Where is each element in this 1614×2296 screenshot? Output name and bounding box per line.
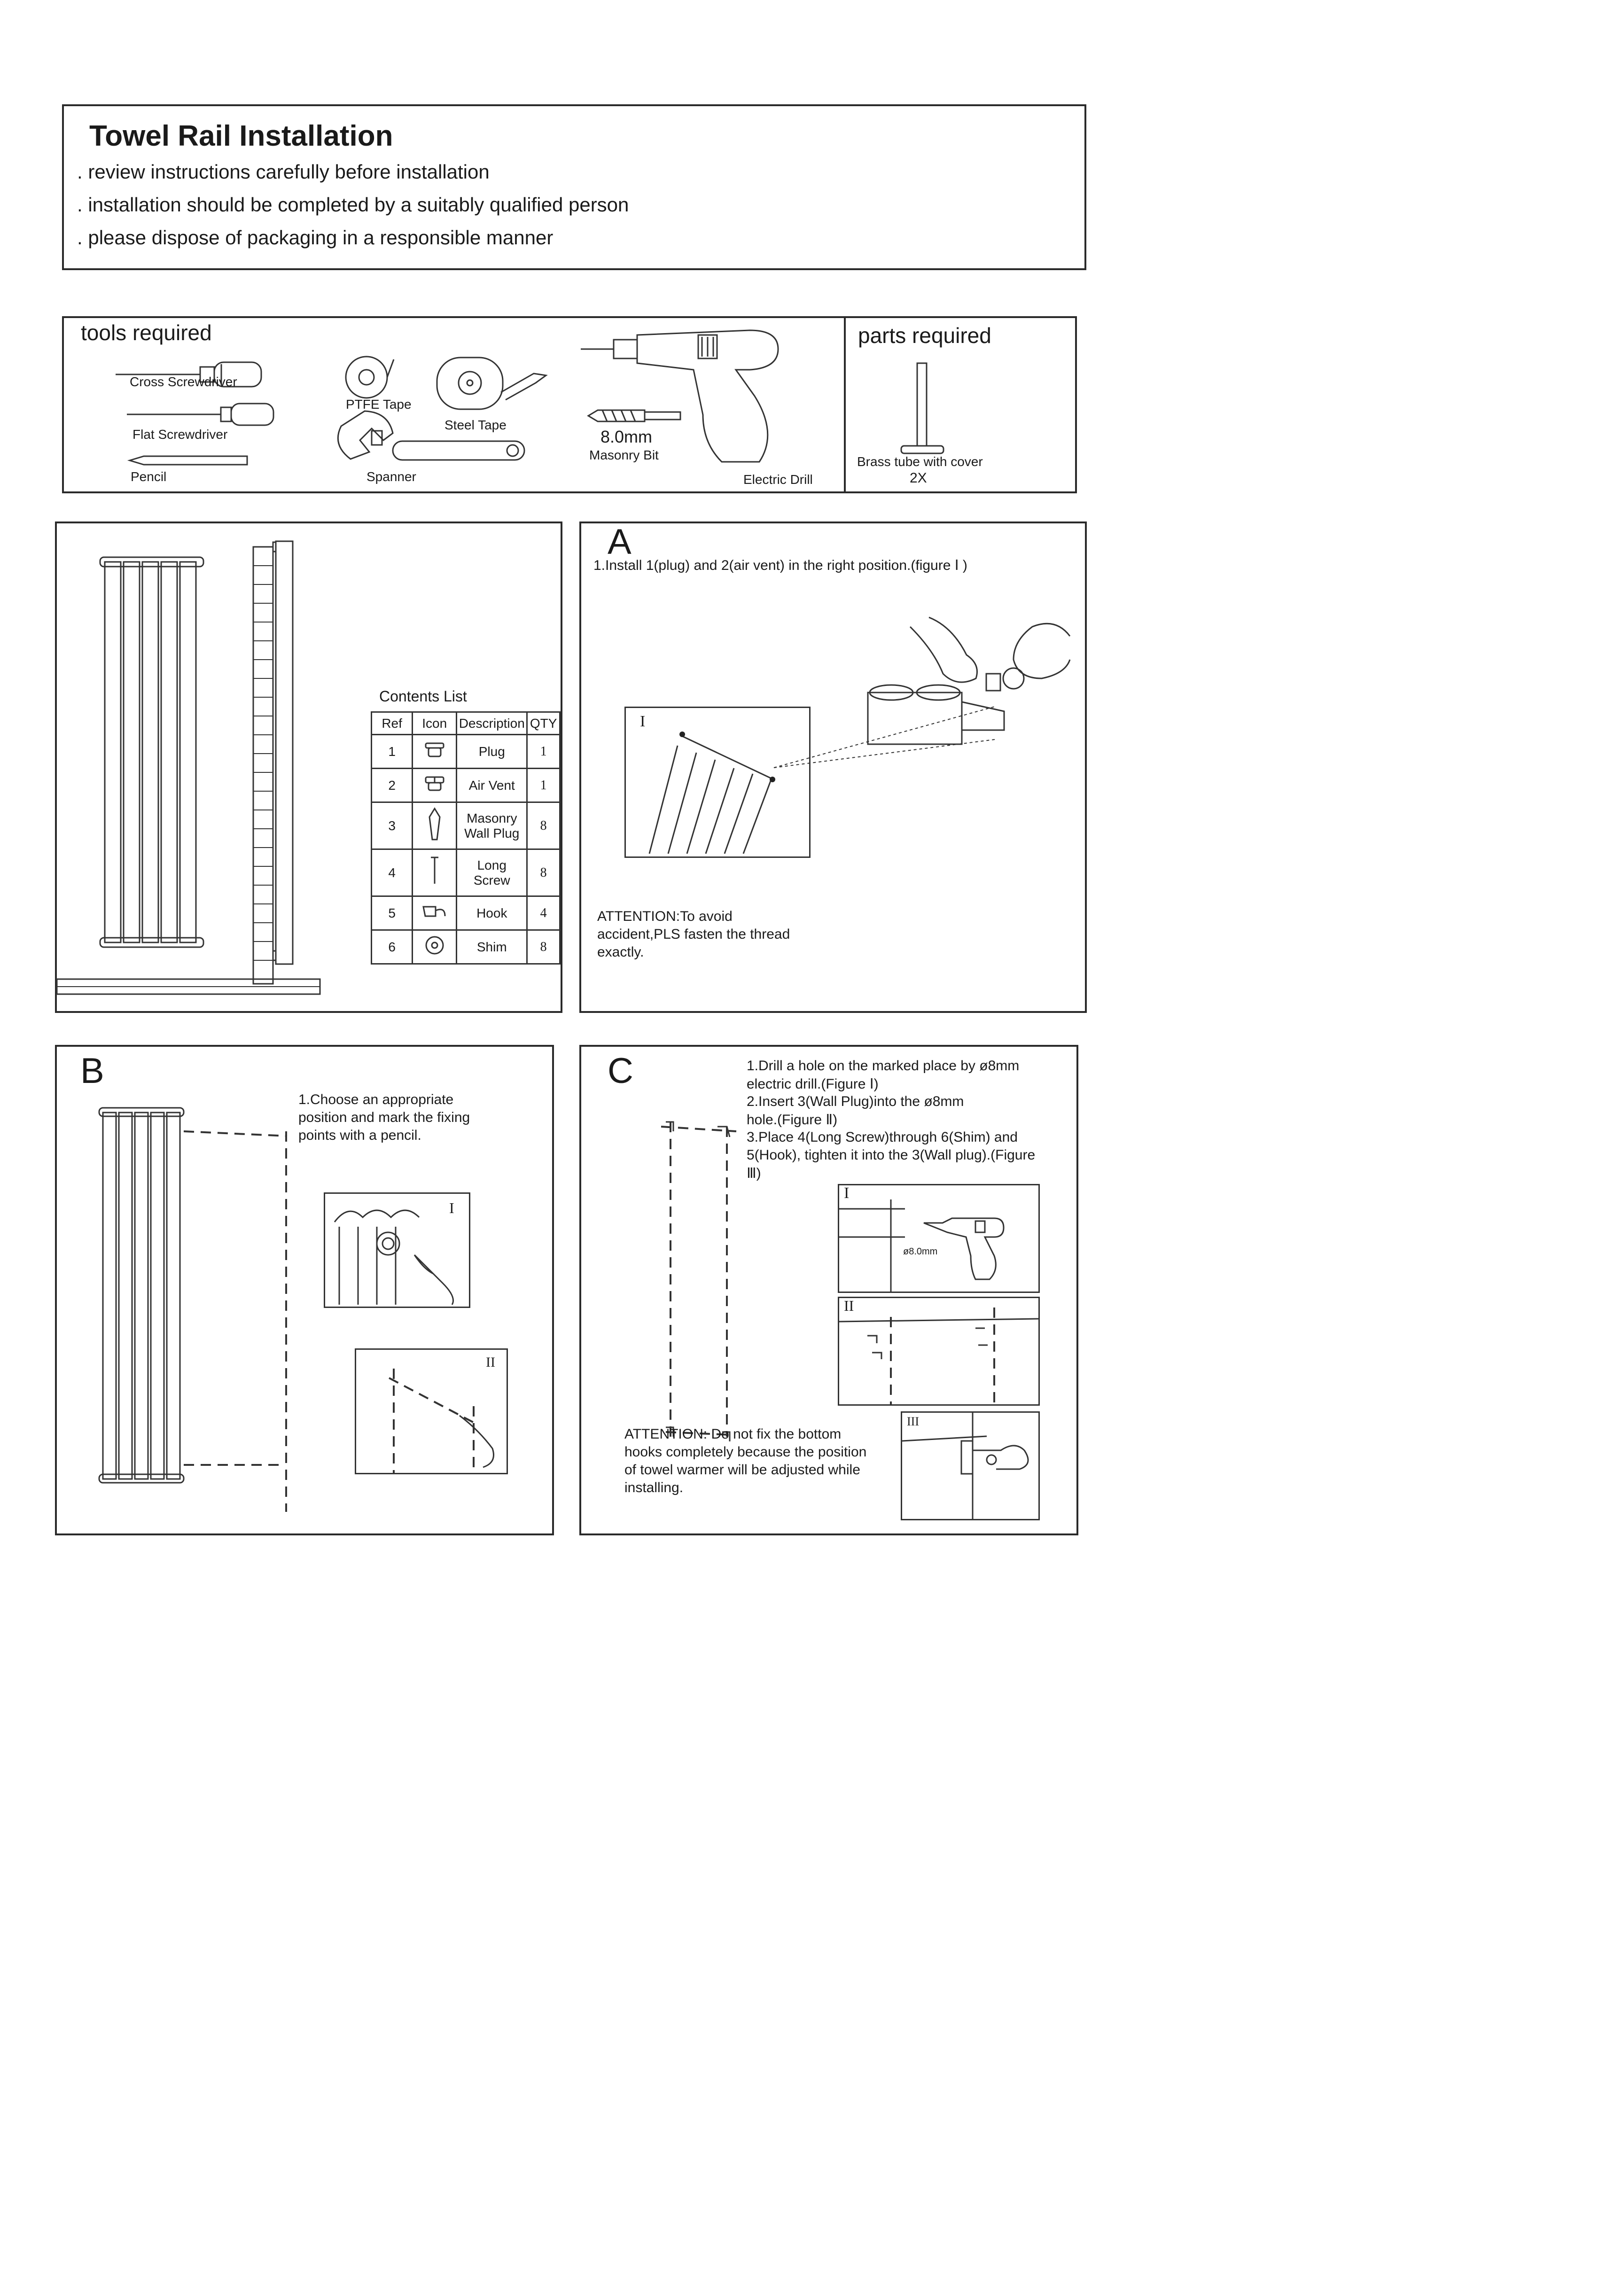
pencil-icon [130,453,252,467]
page-title: Towel Rail Installation [89,120,393,152]
row-qty: 1 [527,735,560,769]
step-c-instruction-4: hole.(Figure Ⅱ) [747,1112,838,1128]
row-qty: 8 [527,849,560,896]
bit-size-label: 8.0mm [600,427,653,446]
col-description: Description [457,712,527,735]
step-a-attention-1: ATTENTION:To avoid [597,909,733,924]
row-desc: Shim [457,930,527,964]
step-c-drill-size: ø8.0mm [903,1246,938,1257]
tools-box [62,316,846,493]
level-line-icon [356,1350,507,1473]
radiator-marking-icon [99,1108,296,1512]
wall-plug-insert-icon [839,1298,1038,1404]
step-c-attention-1: ATTENTION: Do not fix the bottom [624,1426,842,1442]
parts-item-label: Brass tube with cover [857,454,983,469]
steel-tape-icon [435,355,548,411]
step-b-figure-2 [355,1348,508,1474]
step-a-panel [579,521,1087,1013]
step-c-figure-1-label: I [844,1184,850,1202]
hook-tighten-icon [902,1413,1038,1519]
row-ref: 2 [372,769,413,802]
row-desc: Plug [457,735,527,769]
note-1: . review instructions carefully before installation [77,161,490,183]
step-b-figure-2-label: II [486,1354,495,1370]
row-desc: Air Vent [457,769,527,802]
row-ref: 6 [372,930,413,964]
step-c-instruction-7: Ⅲ) [747,1166,761,1181]
step-a-attention-2: accident,PLS fasten the thread [597,926,790,942]
row-ref: 5 [372,896,413,930]
mark-hand-icon [330,1203,466,1307]
ptfe-tape-icon [343,350,395,402]
step-a-attention-3: exactly. [597,944,644,960]
col-icon: Icon [413,712,457,735]
parts-heading: parts required [858,323,991,348]
note-2: . installation should be completed by a suitably qualified person [77,194,629,216]
table-row [372,930,560,964]
table-row [372,769,560,802]
row-ref: 3 [372,802,413,849]
drill-hole-icon [839,1185,1038,1292]
step-b-letter: B [80,1051,104,1091]
pencil-label: Pencil [131,469,167,484]
cross-screwdriver-label: Cross Screwdriver [130,374,237,389]
step-c-instruction-1: 1.Drill a hole on the marked place by ø8mm [747,1058,1020,1074]
hook-icon [413,896,457,930]
step-a-letter: A [608,522,632,562]
col-ref: Ref [372,712,413,735]
header-box [62,104,1086,270]
row-qty: 4 [527,896,560,930]
row-desc: Hook [457,896,527,930]
step-c-instruction-3: 2.Insert 3(Wall Plug)into the ø8mm [747,1094,964,1109]
step-c-instruction-6: 5(Hook), tighten it into the 3(Wall plug).(Figure [747,1147,1036,1163]
brass-tube-icon [897,363,948,457]
masonry-bit-label: Masonry Bit [589,448,659,462]
step-c-instruction-5: 3.Place 4(Long Screw)through 6(Shim) and [747,1129,1018,1145]
step-b-instruction-3: points with a pencil. [298,1128,421,1143]
hands-install-icon [863,608,1079,749]
parts-box [844,316,1077,493]
step-b-figure-1-label: I [449,1199,454,1216]
plug-icon [413,735,457,769]
hook-positions-icon [652,1113,746,1451]
note-3: . please dispose of packaging in a responsible manner [77,226,554,249]
step-c-figure-2 [838,1297,1040,1406]
step-c-figure-3 [901,1411,1040,1520]
table-row [372,735,560,769]
table-row [372,802,560,849]
contents-title: Contents List [379,688,467,705]
row-desc: Long Screw [457,849,527,896]
step-c-panel [579,1045,1078,1535]
row-ref: 4 [372,849,413,896]
step-b-instruction-1: 1.Choose an appropriate [298,1092,454,1107]
step-c-figure-1 [838,1184,1040,1293]
step-c-instruction-2: electric drill.(Figure Ⅰ) [747,1076,879,1092]
row-qty: 8 [527,930,560,964]
shim-icon [413,930,457,964]
row-ref: 1 [372,735,413,769]
parts-qty: 2X [910,470,927,486]
radiator-tilted-icon [645,727,786,854]
ptfe-tape-label: PTFE Tape [346,397,412,412]
screw-icon [413,849,457,896]
steel-tape-label: Steel Tape [444,418,507,432]
table-row [372,896,560,930]
step-c-figure-2-label: II [844,1297,854,1314]
col-qty: QTY [527,712,560,735]
contents-panel [55,521,562,1013]
electric-drill-icon [581,321,844,476]
step-b-instruction-2: position and mark the fixing [298,1110,470,1125]
step-c-letter: C [608,1051,633,1091]
wall-plug-icon [413,802,457,849]
row-qty: 1 [527,769,560,802]
step-a-figure-label: I [640,713,646,730]
radiator-side-wall-icon [57,537,386,998]
contents-table [371,711,561,965]
table-row [372,849,560,896]
flat-screwdriver-icon [127,403,277,426]
step-c-attention-3: of towel warmer will be adjusted while [624,1462,860,1478]
step-a-instruction: 1.Install 1(plug) and 2(air vent) in the right position.(figure Ⅰ ) [593,558,967,573]
step-b-panel [55,1045,554,1535]
flat-screwdriver-label: Flat Screwdriver [133,427,228,442]
row-desc: Masonry Wall Plug [457,802,527,849]
row-qty: 8 [527,802,560,849]
step-c-attention-4: installing. [624,1480,684,1495]
spanner-icon [327,407,534,468]
step-c-attention-2: hooks completely because the position [624,1444,867,1460]
air-vent-icon [413,769,457,802]
step-b-figure-1 [324,1192,470,1308]
electric-drill-label: Electric Drill [743,472,813,487]
tools-heading: tools required [81,320,212,345]
spanner-label: Spanner [366,469,416,484]
step-c-figure-3-label: III [907,1415,919,1428]
